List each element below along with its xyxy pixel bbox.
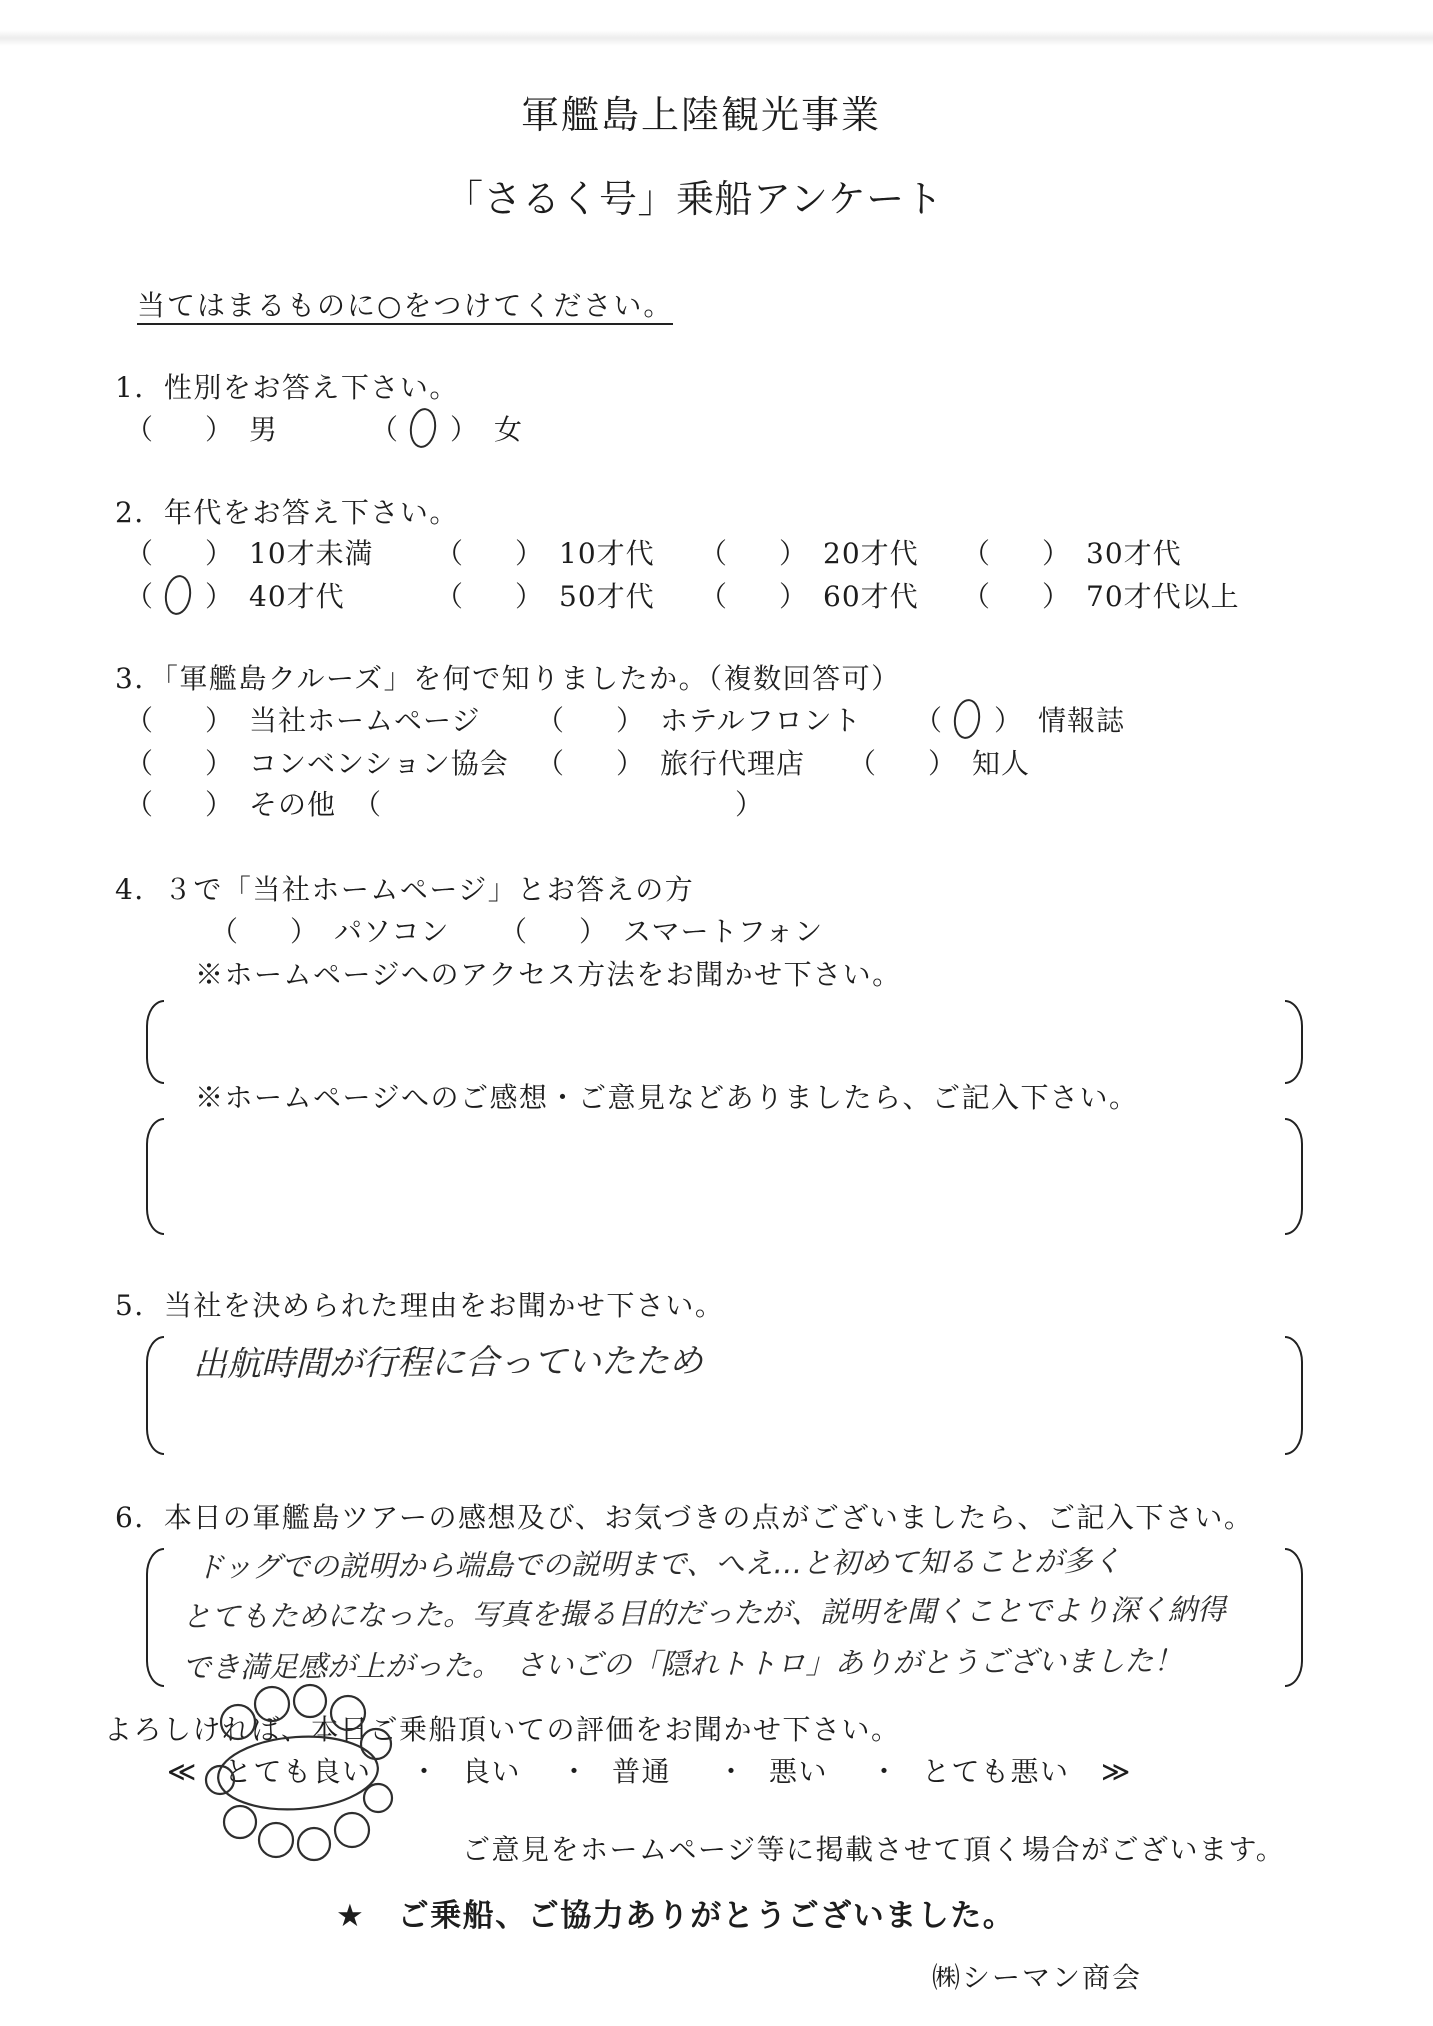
paren-open: （: [962, 537, 991, 570]
q2-option: [125, 579, 345, 615]
answer-slot: [564, 703, 616, 739]
q3-option: [848, 746, 1030, 782]
bracket-left: [146, 1336, 164, 1455]
option-label: 女: [494, 413, 524, 446]
q6-handwritten-line: とてもためになった。写真を撮る目的だったが、説明を聞くことでより深く納得: [181, 1592, 1227, 1634]
option-label: 20才代: [823, 537, 919, 570]
bracket-right: [1285, 1548, 1303, 1687]
answer-slot: [527, 914, 579, 950]
doodle-loop: [298, 1828, 330, 1860]
instruction: [137, 288, 673, 324]
option-label: ホテルフロント: [660, 704, 862, 737]
paren-open: （: [353, 788, 382, 821]
answer-slot: [990, 579, 1042, 615]
paren-close: ）: [205, 413, 234, 446]
answer-slot: [876, 746, 928, 782]
paren-close: ）: [579, 915, 608, 948]
answer-slot: [564, 746, 616, 782]
paren-open: （: [125, 413, 154, 446]
paren-open: （: [125, 704, 154, 737]
q1-option-male: [125, 412, 278, 448]
answer-slot: [238, 914, 290, 950]
paren-close: ）: [616, 704, 645, 737]
paren-open: （: [536, 747, 565, 780]
paren-close: ）: [515, 580, 544, 613]
paren-close: ）: [205, 704, 234, 737]
page-subtitle: 「さるく号」乗船アンケート: [445, 177, 944, 221]
paren-open: （: [125, 580, 154, 613]
paren-open: （: [699, 580, 728, 613]
company-name: ㈱シーマン商会: [932, 1961, 1143, 1994]
q2-option: [962, 536, 1182, 572]
q4-feedback-prompt: ※ホームページへのご感想・ご意見などありましたら、ご記入下さい。: [195, 1081, 1139, 1114]
option-label: その他: [249, 788, 337, 821]
answer-slot: [990, 536, 1042, 572]
q3-option: [125, 703, 480, 739]
rating-separator: ・: [560, 1755, 590, 1788]
rating-open-bracket: ≪: [167, 1755, 198, 1788]
hand-drawn-flower-circle: [200, 1680, 400, 1865]
question-5: 5．当社を決められた理由をお聞かせ下さい。: [115, 1289, 725, 1322]
rating-option-good: 良い: [462, 1755, 522, 1788]
paren-close: ）: [515, 537, 544, 570]
bracket-right: [1285, 1000, 1303, 1084]
paren-open: （: [125, 537, 154, 570]
q3-option: [536, 746, 805, 782]
answer-slot: [153, 536, 205, 572]
question-2: 2．年代をお答え下さい。: [115, 496, 459, 529]
q2-option: [962, 579, 1240, 615]
rating-option-bad: 悪い: [769, 1755, 829, 1788]
q4-option-pc: [210, 914, 449, 950]
doodle-loop: [335, 1813, 369, 1847]
q3-option: [536, 703, 862, 739]
doodle-loop: [294, 1685, 326, 1717]
rating-option-average: 普通: [612, 1755, 672, 1788]
answer-slot: [153, 746, 205, 782]
bracket-right: [1285, 1336, 1303, 1455]
paren-open: （: [914, 704, 943, 737]
option-label: 70才代以上: [1086, 580, 1240, 613]
q4-option-smartphone: [499, 914, 823, 950]
bracket-left: [146, 1118, 164, 1235]
doodle-loop: [224, 1806, 256, 1838]
doodle-loop: [331, 1696, 365, 1730]
option-label: 10才代: [559, 537, 655, 570]
option-label: 情報誌: [1038, 704, 1126, 737]
rating-option-very-bad: とても悪い: [922, 1755, 1070, 1788]
rating-close-bracket: ≫: [1101, 1755, 1132, 1788]
paren-close: ）: [779, 580, 808, 613]
answer-slot: [153, 412, 205, 448]
q2-option: [435, 579, 655, 615]
q1-option-female: [370, 412, 523, 448]
paren-close: ）: [928, 747, 957, 780]
q5-handwritten-answer: 出航時間が行程に合っていたため: [192, 1341, 704, 1385]
answer-slot: [153, 787, 205, 823]
paren-open: （: [536, 704, 565, 737]
paren-close: ）: [994, 704, 1023, 737]
paren-close: ）: [735, 788, 764, 821]
bracket-right: [1285, 1118, 1303, 1235]
q3-option: [125, 746, 509, 782]
paren-close: ）: [205, 747, 234, 780]
rating-separator: ・: [870, 1755, 900, 1788]
q2-option: [435, 536, 655, 572]
answer-slot: [942, 703, 994, 739]
q3-option-other: [125, 787, 336, 823]
question-1: 1．性別をお答え下さい。: [115, 371, 459, 404]
option-label: 男: [249, 413, 279, 446]
q3-option: [914, 703, 1125, 739]
doodle-main-loop: [216, 1732, 381, 1815]
option-label: 40才代: [249, 580, 345, 613]
question-6: 6．本日の軍艦島ツアーの感想及び、お気づきの点がございましたら、ご記入下さい。: [115, 1501, 1254, 1534]
handwritten-circle-mark: [951, 697, 982, 740]
answer-slot: [727, 536, 779, 572]
rating-prompt: よろしければ、本日ご乗船頂いての評価をお聞かせ下さい。: [104, 1713, 901, 1746]
doodle-loop: [259, 1823, 293, 1857]
paren-close: ）: [205, 788, 234, 821]
rating-option-very-good: とても良い: [224, 1755, 372, 1788]
paren-open: （: [125, 788, 154, 821]
paren-close: ）: [205, 580, 234, 613]
option-label: 10才未満: [249, 537, 374, 570]
instruction-text: 当てはまるものに○をつけてください。: [137, 289, 673, 325]
option-label: 50才代: [559, 580, 655, 613]
doodle-loop: [364, 1784, 392, 1812]
page-title: 軍艦島上陸観光事業: [521, 93, 882, 137]
paren-open: （: [435, 580, 464, 613]
q6-handwritten-line: でき満足感が上がった。 さいごの「隠れトトロ」ありがとうございました！: [181, 1643, 1183, 1685]
paren-close: ）: [1042, 580, 1071, 613]
paren-open: （: [699, 537, 728, 570]
answer-slot: [463, 579, 515, 615]
option-label: パソコン: [334, 915, 450, 948]
scan-edge-shadow: [0, 30, 1433, 46]
answer-slot: [398, 412, 450, 448]
other-blank-slot: [381, 787, 735, 823]
handwritten-circle-mark: [162, 573, 193, 616]
answer-slot: [463, 536, 515, 572]
question-4: 4．３で「当社ホームページ」とお答えの方: [115, 873, 695, 906]
paren-open: （: [370, 413, 399, 446]
disclaimer: ご意見をホームページ等に掲載させて頂く場合がございます。: [462, 1833, 1286, 1866]
option-label: スマートフォン: [623, 915, 824, 948]
doodle-loop: [361, 1729, 391, 1759]
q6-handwritten-line: ドッグでの説明から端島での説明まで、へえ…と初めて知ることが多く: [194, 1543, 1122, 1585]
option-label: 30才代: [1086, 537, 1182, 570]
answer-slot: [153, 703, 205, 739]
paren-close: ）: [290, 915, 319, 948]
paren-open: （: [848, 747, 877, 780]
handwritten-circle-mark: [407, 406, 438, 449]
doodle-loop: [255, 1687, 289, 1721]
q2-option: [699, 579, 919, 615]
rating-separator: ・: [410, 1755, 440, 1788]
paren-open: （: [435, 537, 464, 570]
q4-access-prompt: ※ホームページへのアクセス方法をお聞かせ下さい。: [195, 958, 902, 991]
paren-open: （: [962, 580, 991, 613]
bracket-left: [146, 1000, 164, 1084]
question-3: 3．「軍艦島クルーズ」を何で知りましたか。（複数回答可）: [115, 662, 901, 695]
paren-close: ）: [450, 413, 479, 446]
paren-open: （: [210, 915, 239, 948]
paren-close: ）: [1042, 537, 1071, 570]
answer-slot: [727, 579, 779, 615]
paren-close: ）: [616, 747, 645, 780]
option-label: 当社ホームページ: [249, 704, 481, 737]
rating-separator: ・: [717, 1755, 747, 1788]
option-label: コンベンション協会: [249, 747, 509, 780]
answer-slot: [153, 579, 205, 615]
paren-close: ）: [205, 537, 234, 570]
paren-open: （: [125, 747, 154, 780]
q2-option: [699, 536, 919, 572]
doodle-strokes: [206, 1685, 392, 1860]
bracket-left: [146, 1548, 164, 1687]
paren-close: ）: [779, 537, 808, 570]
thanks-message: ★ ご乗船、ご協力ありがとうございました。: [336, 1898, 1016, 1934]
answer-box-feedback: [146, 1118, 1303, 1235]
option-label: 旅行代理店: [660, 747, 806, 780]
option-label: 知人: [972, 747, 1031, 780]
q3-other-blank: [353, 787, 763, 823]
option-label: 60才代: [823, 580, 919, 613]
doodle-loop: [221, 1705, 255, 1739]
answer-box-access: [146, 1000, 1303, 1084]
paren-open: （: [499, 915, 528, 948]
q2-option: [125, 536, 374, 572]
